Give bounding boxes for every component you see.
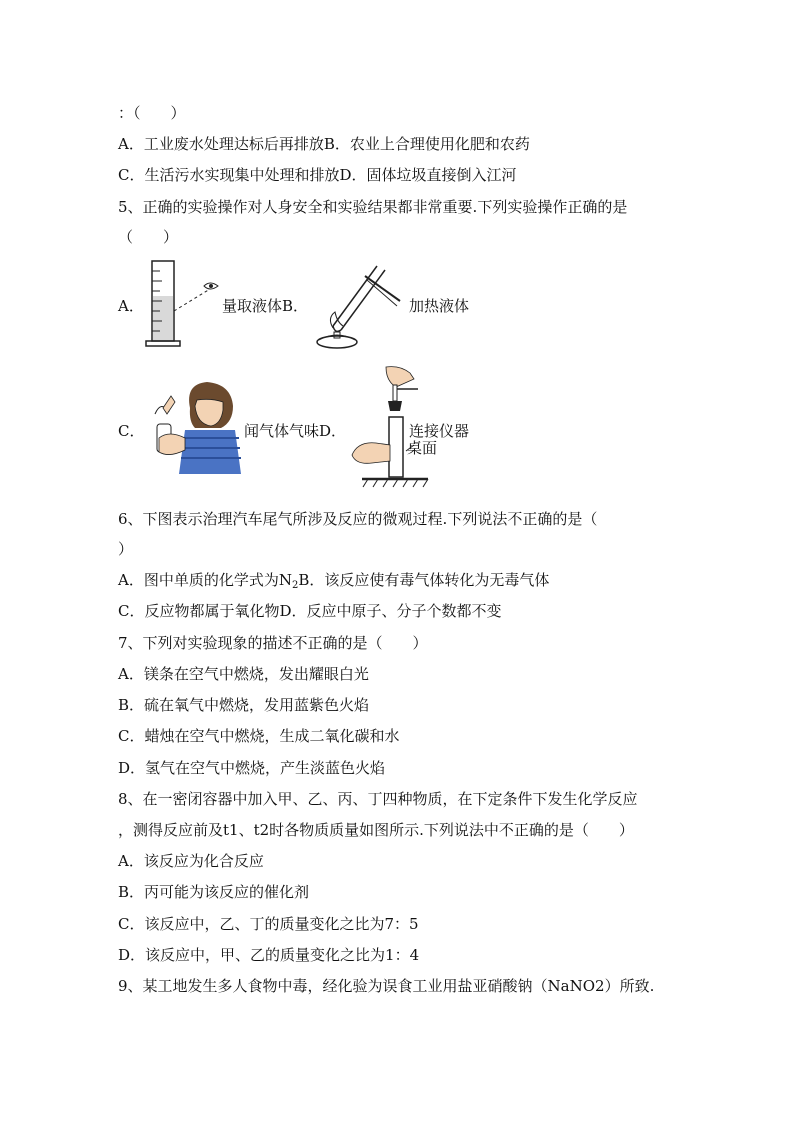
q4-answer-bracket: ：（ ） [118, 104, 186, 122]
q5-option-b-caption: 加热液体 [409, 297, 470, 315]
q8-stem-line1: 8、在一密闭容器中加入甲、乙、丙、丁四种物质，在下定条件下发生化学反应 [118, 790, 638, 808]
smelling-gas-figure [145, 378, 245, 478]
q6-stem: 6、下图表示治理汽车尾气所涉及反应的微观过程.下列说法不正确的是（ [118, 510, 598, 528]
q5-option-c-caption: 闻气体气味D． [244, 422, 347, 440]
q8-option-c: C．该反应中，乙、丁的质量变化之比为7：5 [118, 915, 419, 933]
q8-option-d: D．该反应中，甲、乙的质量变化之比为1：4 [118, 946, 420, 964]
desk-label: 桌面 [407, 439, 438, 457]
q4-option-cd: C．生活污水实现集中处理和排放D．固体垃圾直接倒入江河 [118, 166, 517, 184]
q5-option-c-letter: C． [118, 422, 145, 440]
q7-stem: 7、下列对实验现象的描述不正确的是（ ） [118, 634, 428, 652]
q5-bracket: （ ） [118, 228, 179, 246]
q8-option-b: B．丙可能为该反应的催化剂 [118, 883, 310, 901]
q6-option-cd: C．反应物都属于氧化物D．反应中原子、分子个数都不变 [118, 602, 502, 620]
q7-option-c: C．蜡烛在空气中燃烧，生成二氧化碳和水 [118, 727, 400, 745]
q8-stem-line2: ，测得反应前及t1、t2时各物质质量如图所示.下列说法中不正确的是（ ） [118, 821, 634, 839]
q6-bracket-close: ） [118, 540, 134, 558]
q7-option-a: A．镁条在空气中燃烧，发出耀眼白光 [118, 665, 369, 683]
heating-tube-figure [305, 256, 405, 351]
q7-option-d: D．氢气在空气中燃烧，产生淡蓝色火焰 [118, 759, 386, 777]
q5-option-a-caption: 量取液体B． [222, 297, 309, 315]
q5-option-d-caption: 连接仪器 [409, 422, 470, 440]
q6-option-ab [118, 569, 549, 591]
q9-stem: 9、某工地发生多人食物中毒，经化验为误食工业用盐亚硝酸钠（NaNO2）所致. [118, 977, 655, 995]
q6-option-b-text: B．该反应使有毒气体转化为无毒气体 [298, 571, 550, 589]
q8-option-a: A．该反应为化合反应 [118, 852, 264, 870]
q5-option-a-letter: A． [118, 297, 144, 315]
q5-stem: 5、正确的实验操作对人身安全和实验结果都非常重要.下列实验操作正确的是 [118, 198, 628, 216]
n2-subscript: 2 [291, 580, 299, 591]
q4-option-ab: A．工业废水处理达标后再排放B．农业上合理使用化肥和农药 [118, 135, 530, 153]
graduated-cylinder-figure [142, 256, 222, 351]
q6-option-a-text: A．图中单质的化学式为N [118, 571, 292, 589]
q7-option-b: B．硫在氧气中燃烧，发用蓝紫色火焰 [118, 696, 370, 714]
